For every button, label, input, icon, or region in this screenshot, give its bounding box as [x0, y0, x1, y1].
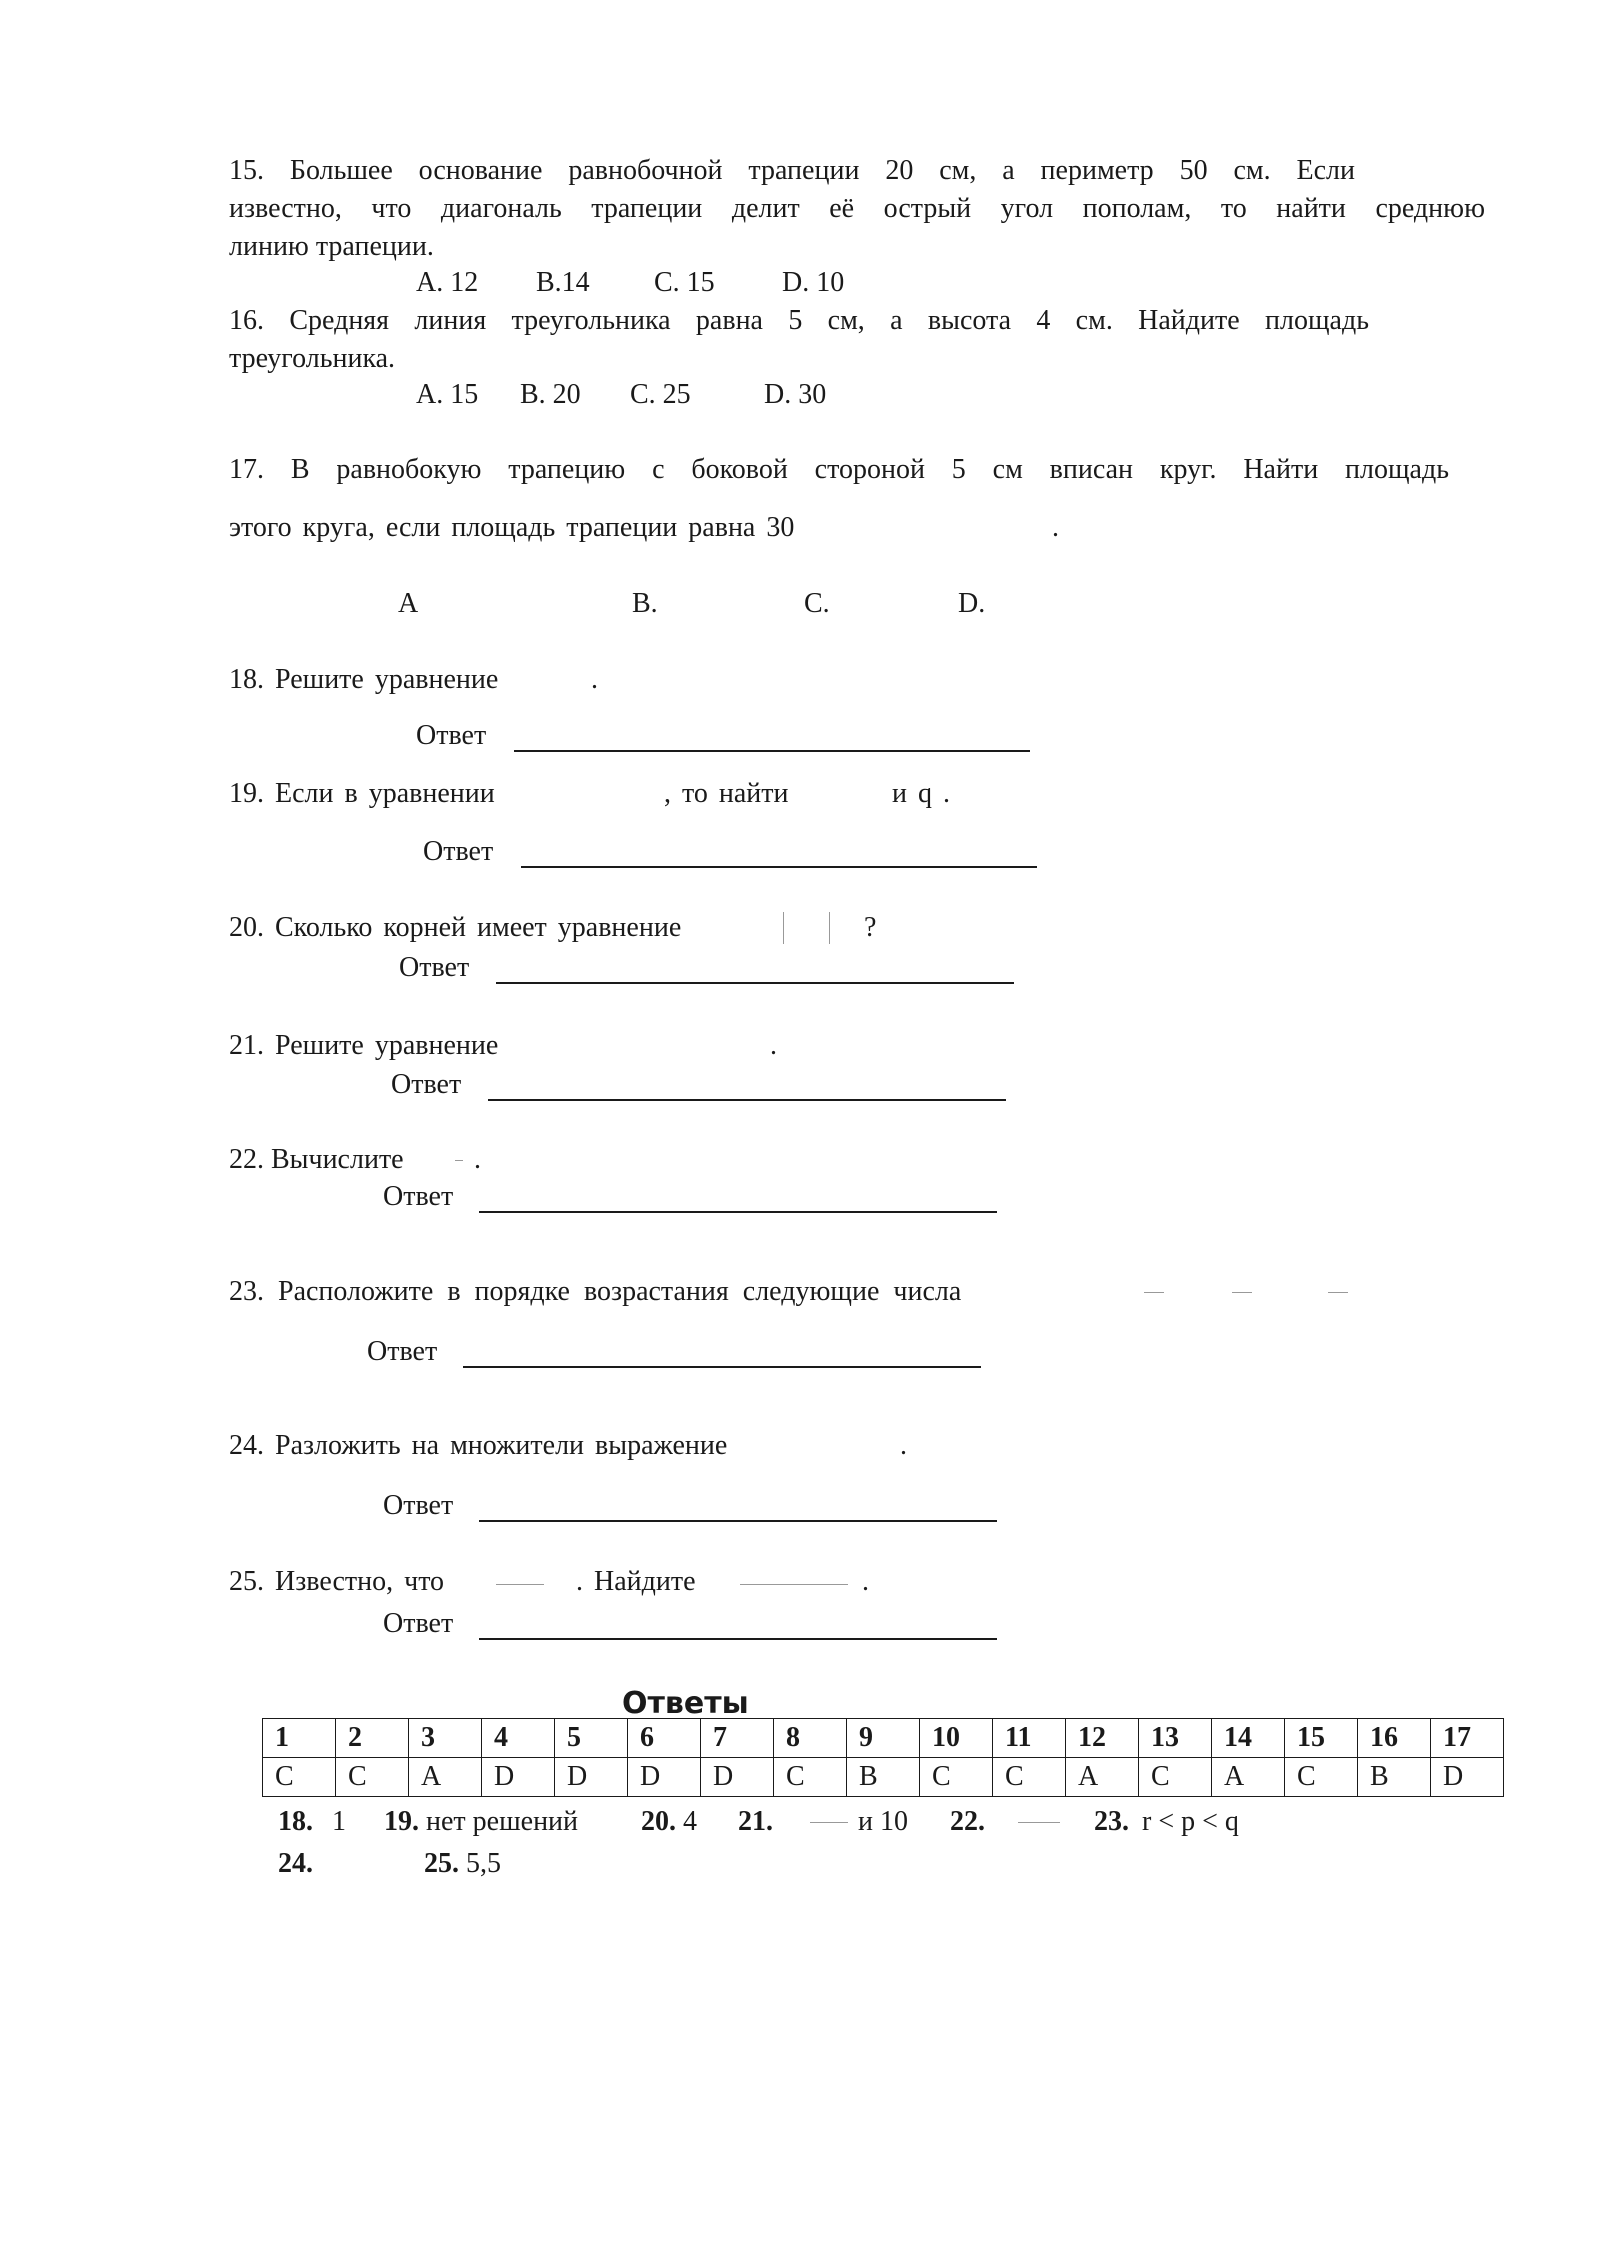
answer-24-number: 24. [278, 1848, 313, 1879]
answer-letter-cell: C [1285, 1758, 1358, 1797]
q17-option-c: C. [804, 588, 830, 619]
fraction-bar [1328, 1292, 1348, 1293]
answer-22-number: 22. [950, 1806, 985, 1837]
q16-line1: 16. Средняя линия треугольника равна 5 см, а высота 4 см. Найдите площадь [229, 305, 1369, 336]
answer-letter-cell: D [482, 1758, 555, 1797]
answer-19-value: нет решений [426, 1806, 579, 1837]
q19-text-c: и q . [892, 778, 950, 809]
answer-22 [950, 1808, 985, 1836]
abs-bar-right [829, 912, 830, 944]
answer-letter-cell: C [263, 1758, 336, 1797]
answer-19 [384, 1808, 578, 1836]
q17-line2: этого круга, если площадь трапеции равна 30 [229, 512, 795, 543]
q17-option-a: A [398, 588, 419, 619]
answer-18-number: 18. [278, 1806, 313, 1837]
answer-number-cell: 2 [336, 1719, 409, 1758]
answer-letter-cell: D [628, 1758, 701, 1797]
q17-option-b: B. [632, 588, 658, 619]
answer-number-cell: 15 [1285, 1719, 1358, 1758]
answer-number-cell: 12 [1066, 1719, 1139, 1758]
answer-23-value: r < p < q [1142, 1806, 1239, 1837]
q21-end: . [770, 1030, 777, 1061]
fraction-bar [810, 1822, 848, 1823]
q22-text: 22. Вычислите [229, 1144, 404, 1175]
q18-answer-label: Ответ [416, 720, 487, 751]
answer-number-cell: 13 [1139, 1719, 1212, 1758]
q25-end: . [862, 1566, 869, 1597]
q21-answer-label: Ответ [391, 1069, 462, 1100]
q22-end: . [474, 1144, 481, 1175]
q16-option-a: A. 15 [416, 379, 479, 410]
answer-letter-cell: C [1139, 1758, 1212, 1797]
q15-line3: линию трапеции. [229, 231, 434, 262]
fraction-bar [740, 1584, 848, 1585]
answer-letter-cell: C [336, 1758, 409, 1797]
fraction-bar [455, 1160, 463, 1161]
q21-answer-line[interactable] [488, 1099, 1006, 1101]
q15-option-d: D. 10 [782, 267, 845, 298]
q16-line2: треугольника. [229, 343, 396, 374]
q20-text: 20. Сколько корней имеет уравнение [229, 912, 682, 943]
q18-end: . [591, 664, 598, 695]
answer-21 [738, 1808, 773, 1836]
q23-answer-label: Ответ [367, 1336, 438, 1367]
q25-answer-line[interactable] [479, 1638, 997, 1640]
answer-number-cell: 10 [920, 1719, 993, 1758]
fraction-bar [1232, 1292, 1252, 1293]
answer-25-number: 25. [424, 1848, 459, 1879]
q17-line2-end: . [1052, 512, 1059, 543]
answer-23 [1094, 1808, 1239, 1836]
q25-text-a: 25. Известно, что [229, 1566, 445, 1597]
answer-letter-cell: D [555, 1758, 628, 1797]
answer-19-number: 19. [384, 1806, 419, 1837]
answers-letter-row [263, 1758, 1504, 1797]
q19-text-a: 19. Если в уравнении [229, 778, 495, 809]
abs-bar-left [783, 912, 784, 944]
answer-letter-cell: B [847, 1758, 920, 1797]
q24-end: . [900, 1430, 907, 1461]
answer-letter-cell: D [1431, 1758, 1504, 1797]
q20-end: ? [864, 912, 877, 943]
answer-letter-cell: C [993, 1758, 1066, 1797]
answer-letter-cell: A [1212, 1758, 1285, 1797]
answer-number-cell: 9 [847, 1719, 920, 1758]
answer-number-cell: 14 [1212, 1719, 1285, 1758]
q20-answer-line[interactable] [496, 982, 1014, 984]
answer-number-cell: 16 [1358, 1719, 1431, 1758]
answer-20-value: 4 [683, 1806, 697, 1837]
answer-21-value: и 10 [858, 1806, 908, 1837]
answer-number-cell: 4 [482, 1719, 555, 1758]
q24-text: 24. Разложить на множители выражение [229, 1430, 728, 1461]
q23-answer-line[interactable] [463, 1366, 981, 1368]
answer-letter-cell: A [409, 1758, 482, 1797]
q16-option-b: B. 20 [520, 379, 581, 410]
q15-line1: 15. Большее основание равнобочной трапеции 20 см, а периметр 50 см. Если [229, 155, 1355, 186]
answer-number-cell: 5 [555, 1719, 628, 1758]
q20-answer-label: Ответ [399, 952, 470, 983]
answer-letter-cell: D [701, 1758, 774, 1797]
answers-title: Ответы [622, 1686, 749, 1721]
answer-number-cell: 3 [409, 1719, 482, 1758]
answer-number-cell: 8 [774, 1719, 847, 1758]
answer-letter-cell: A [1066, 1758, 1139, 1797]
q16-option-d: D. 30 [764, 379, 827, 410]
fraction-bar [1144, 1292, 1164, 1293]
fraction-bar [1018, 1822, 1060, 1823]
q23-text: 23. Расположите в порядке возрастания следующие числа [229, 1276, 962, 1307]
q22-answer-label: Ответ [383, 1181, 454, 1212]
q19-answer-label: Ответ [423, 836, 494, 867]
q19-answer-line[interactable] [521, 866, 1037, 868]
answer-23-number: 23. [1094, 1806, 1129, 1837]
q15-option-a: A. 12 [416, 267, 479, 298]
q17-option-d: D. [958, 588, 986, 619]
answer-letter-cell: C [774, 1758, 847, 1797]
q18-answer-line[interactable] [514, 750, 1030, 752]
answer-25 [424, 1850, 501, 1878]
q15-option-c: C. 15 [654, 267, 715, 298]
q22-answer-line[interactable] [479, 1211, 997, 1213]
answers-number-row [263, 1719, 1504, 1758]
answer-20-number: 20. [641, 1806, 676, 1837]
q15-line2: известно, что диагональ трапеции делит её острый угол пополам, то найти среднюю [229, 193, 1485, 224]
q24-answer-label: Ответ [383, 1490, 454, 1521]
q17-line1: 17. В равнобокую трапецию с боковой стороной 5 см вписан круг. Найти площадь [229, 454, 1449, 485]
q25-text-b: . Найдите [576, 1566, 696, 1597]
answer-number-cell: 17 [1431, 1719, 1504, 1758]
answer-number-cell: 11 [993, 1719, 1066, 1758]
q25-answer-label: Ответ [383, 1608, 454, 1639]
answer-letter-cell: C [920, 1758, 993, 1797]
answer-20 [641, 1808, 697, 1836]
q16-option-c: C. 25 [630, 379, 691, 410]
q18-text: 18. Решите уравнение [229, 664, 499, 695]
q21-text: 21. Решите уравнение [229, 1030, 499, 1061]
answer-18-value: 1 [332, 1806, 346, 1837]
q24-answer-line[interactable] [479, 1520, 997, 1522]
answer-21-number: 21. [738, 1806, 773, 1837]
answer-25-value: 5,5 [466, 1848, 501, 1879]
answer-number-cell: 1 [263, 1719, 336, 1758]
answer-24 [278, 1850, 313, 1878]
answer-letter-cell: B [1358, 1758, 1431, 1797]
answer-number-cell: 7 [701, 1719, 774, 1758]
fraction-bar [496, 1584, 544, 1585]
answers-table [262, 1718, 1504, 1797]
answers-line-1 [278, 1808, 346, 1836]
answer-number-cell: 6 [628, 1719, 701, 1758]
q15-option-b: B.14 [536, 267, 590, 298]
q19-text-b: , то найти [664, 778, 789, 809]
